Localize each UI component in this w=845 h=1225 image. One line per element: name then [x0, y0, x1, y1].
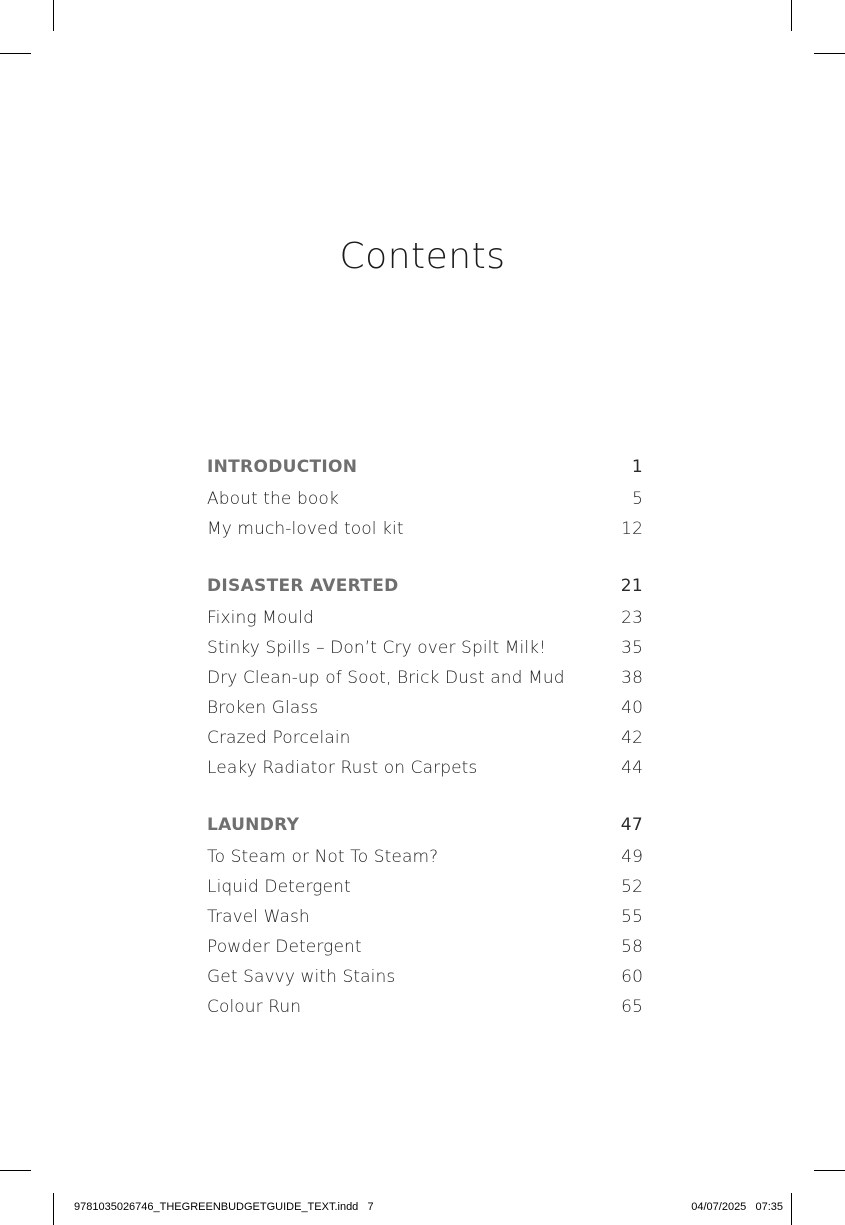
toc-entry-label: Liquid Detergent	[207, 877, 351, 897]
crop-mark	[791, 1193, 792, 1225]
toc-entry[interactable]	[207, 484, 643, 514]
toc-entry-page: 23	[621, 608, 643, 628]
crop-mark	[791, 0, 792, 31]
toc-heading-label: LAUNDRY	[207, 815, 300, 835]
crop-mark	[0, 53, 31, 54]
toc-entry-page: 52	[621, 877, 643, 897]
print-slug-filename: 9781035026746_THEGREENBUDGETGUIDE_TEXT.indd 7	[74, 1201, 374, 1213]
toc-entry-page: 5	[632, 489, 643, 509]
crop-mark	[814, 1170, 845, 1171]
toc-entry-label: Stinky Spills – Don’t Cry over Spilt Milk!	[207, 638, 547, 658]
toc-section-laundry	[207, 808, 643, 1022]
toc-entry[interactable]	[207, 633, 643, 663]
toc-entry-label: Travel Wash	[207, 907, 310, 927]
toc-entry-page: 40	[621, 698, 643, 718]
toc-entry-label: Fixing Mould	[207, 608, 314, 628]
table-of-contents	[207, 450, 643, 1047]
toc-entry-label: To Steam or Not To Steam?	[207, 847, 439, 867]
toc-entry-page: 65	[621, 997, 643, 1017]
toc-entry[interactable]	[207, 723, 643, 753]
toc-entry-label: Get Savvy with Stains	[207, 967, 396, 987]
toc-entry[interactable]	[207, 902, 643, 932]
toc-entry-label: My much-loved tool kit	[207, 519, 404, 539]
toc-entry-page: 12	[621, 519, 643, 539]
toc-entry-label: About the book	[207, 489, 339, 509]
toc-entry-label: Leaky Radiator Rust on Carpets	[207, 758, 478, 778]
toc-entry-label: Powder Detergent	[207, 937, 362, 957]
toc-entry-label: Broken Glass	[207, 698, 319, 718]
toc-entry-page: 49	[621, 847, 643, 867]
toc-entry-label: Crazed Porcelain	[207, 728, 351, 748]
toc-entry-label: Dry Clean-up of Soot, Brick Dust and Mud	[207, 668, 565, 688]
toc-heading-page: 1	[631, 457, 643, 477]
toc-entry[interactable]	[207, 932, 643, 962]
toc-entry[interactable]	[207, 514, 643, 544]
toc-section-heading[interactable]	[207, 450, 643, 484]
crop-mark	[0, 1170, 31, 1171]
toc-entry[interactable]	[207, 603, 643, 633]
toc-section-heading[interactable]	[207, 808, 643, 842]
toc-entry[interactable]	[207, 753, 643, 783]
toc-entry-page: 42	[621, 728, 643, 748]
toc-section-heading[interactable]	[207, 569, 643, 603]
page-title: Contents	[339, 236, 506, 277]
toc-entry-page: 38	[621, 668, 643, 688]
toc-entry[interactable]	[207, 962, 643, 992]
toc-entry[interactable]	[207, 693, 643, 723]
crop-mark	[53, 0, 54, 31]
print-slug-datetime: 04/07/2025 07:35	[691, 1201, 783, 1213]
toc-heading-label: INTRODUCTION	[207, 457, 358, 477]
toc-entry[interactable]	[207, 992, 643, 1022]
toc-entry[interactable]	[207, 872, 643, 902]
toc-entry[interactable]	[207, 842, 643, 872]
toc-entry-page: 44	[621, 758, 643, 778]
toc-heading-page: 47	[620, 815, 643, 835]
toc-heading-page: 21	[620, 576, 643, 596]
toc-entry-page: 35	[621, 638, 643, 658]
toc-entry-page: 58	[621, 937, 643, 957]
toc-entry-page: 60	[621, 967, 643, 987]
toc-section-disaster-averted	[207, 569, 643, 783]
toc-entry-page: 55	[621, 907, 643, 927]
crop-mark	[53, 1193, 54, 1225]
toc-heading-label: DISASTER AVERTED	[207, 576, 399, 596]
toc-entry[interactable]	[207, 663, 643, 693]
crop-mark	[814, 53, 845, 54]
toc-entry-label: Colour Run	[207, 997, 302, 1017]
toc-section-introduction	[207, 450, 643, 544]
